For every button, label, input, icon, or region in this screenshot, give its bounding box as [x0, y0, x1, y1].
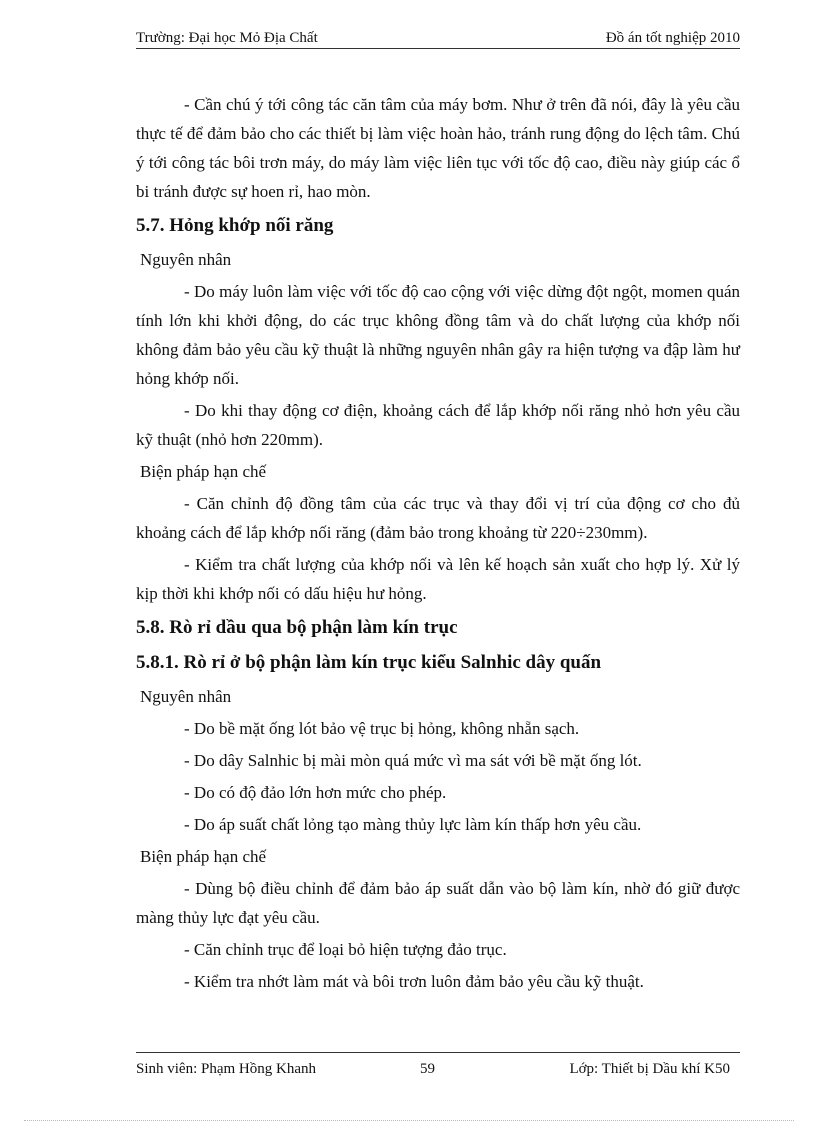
subheading-cause: Nguyên nhân [140, 250, 232, 269]
paragraph: - Do bề mặt ống lót bảo vệ trục bị hỏng, không nhẵn sạch. [184, 719, 580, 738]
page-footer [136, 1052, 740, 1077]
paragraph: - Căn chỉnh trục để loại bỏ hiện tượng đảo trục. [184, 940, 507, 959]
paragraph: - Do máy luôn làm việc với tốc độ cao cộng với việc dừng đột ngột, momen quán tính lớn khi khởi động, do các trục không đồng tâm và do chất lượng của khớp nối không đảm bảo yêu cầu kỹ thuật là những nguyên nhân gây ra hiện tượng va đập làm hư hỏng khớp nối. [136, 282, 740, 388]
paragraph: - Do có độ đảo lớn hơn mức cho phép. [184, 783, 447, 802]
paragraph: - Kiểm tra nhớt làm mát và bôi trơn luôn đảm bảo yêu cầu kỹ thuật. [184, 972, 644, 991]
page-break-line [24, 1120, 794, 1121]
section-heading-5-8-1: 5.8.1. Rò rỉ ở bộ phận làm kín trục kiểu Salnhic dây quấn [136, 652, 602, 673]
subheading-remedy: Biện pháp hạn chế [140, 462, 267, 481]
header-school: Trường: Đại học Mỏ Địa Chất [136, 30, 318, 46]
section-heading-5-7: 5.7. Hỏng khớp nối răng [136, 215, 334, 236]
section-heading-5-8: 5.8. Rò rỉ dầu qua bộ phận làm kín trục [136, 617, 458, 638]
page-body [136, 90, 740, 996]
subheading-remedy: Biện pháp hạn chế [140, 847, 267, 866]
header-project: Đồ án tốt nghiệp 2010 [605, 30, 740, 46]
paragraph: - Dùng bộ điều chỉnh để đảm bảo áp suất dẫn vào bộ làm kín, nhờ đó giữ được màng thủy lực đạt yêu cầu. [136, 879, 740, 927]
paragraph: - Do dây Salnhic bị mài mòn quá mức vì ma sát với bề mặt ống lót. [184, 751, 642, 770]
footer-student: Sinh viên: Phạm Hồng Khanh [136, 1061, 316, 1077]
page-number: 59 [420, 1061, 435, 1077]
paragraph: - Do áp suất chất lỏng tạo màng thủy lực làm kín thấp hơn yêu cầu. [184, 815, 642, 834]
paragraph: - Do khi thay động cơ điện, khoảng cách để lắp khớp nối răng nhỏ hơn yêu cầu kỹ thuật (nhỏ hơn 220mm). [136, 401, 740, 449]
paragraph: - Kiểm tra chất lượng của khớp nối và lên kế hoạch sản xuất cho hợp lý. Xử lý kịp thời khi khớp nối có dấu hiệu hư hỏng. [136, 555, 740, 603]
subheading-cause: Nguyên nhân [140, 687, 232, 706]
footer-class: Lớp: Thiết bị Dầu khí K50 [569, 1061, 730, 1077]
paragraph: - Căn chỉnh độ đồng tâm của các trục và thay đổi vị trí của động cơ cho đủ khoảng cách để lắp khớp nối răng (đảm bảo trong khoảng từ 220÷230mm). [136, 494, 740, 542]
paragraph: - Cần chú ý tới công tác căn tâm của máy bơm. Như ở trên đã nói, đây là yêu cầu thực tế để đảm bảo cho các thiết bị làm việc hoàn hảo, tránh rung động do lệch tâm. Chú ý tới công tác bôi trơn máy, do máy làm việc liên tục với tốc độ cao, điều này giúp các ổ bi tránh được sự hoen rỉ, hao mòn. [136, 95, 740, 201]
page-header [136, 28, 740, 49]
